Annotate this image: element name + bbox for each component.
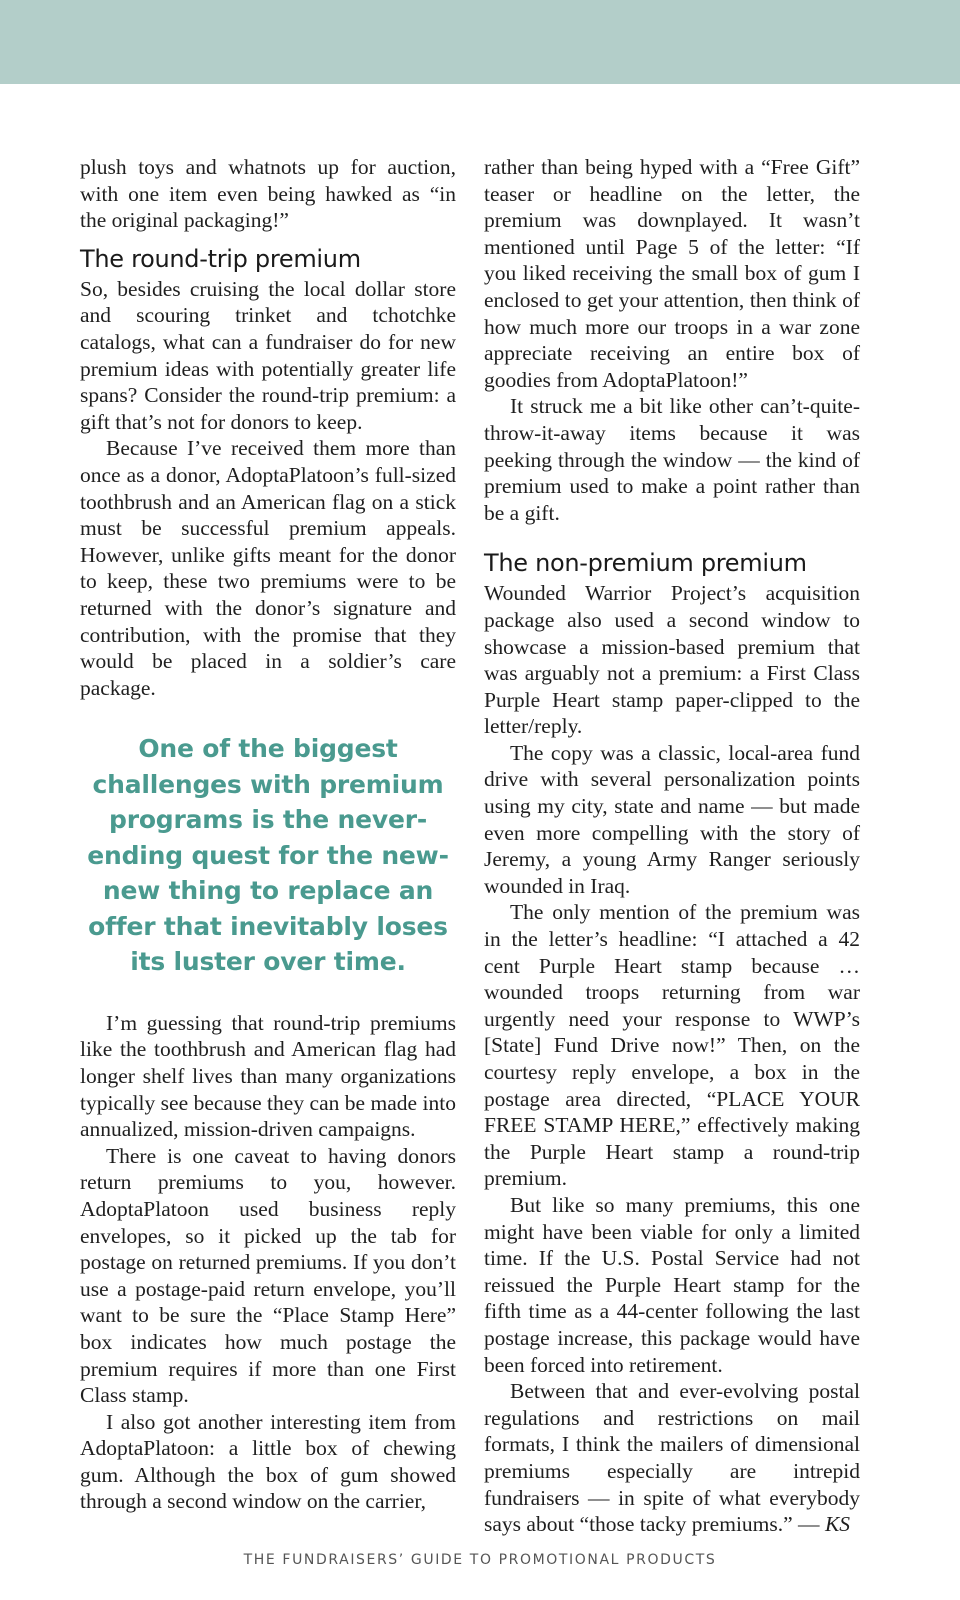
- right-column: [484, 154, 860, 1538]
- author-signature: KS: [824, 1512, 851, 1537]
- right-paragraph-1: It struck me a bit like other can’t-quite-throw-it-away items because it was peeking through the window — the kind of premium used to make a point rather than be a gift.: [484, 394, 860, 525]
- left-paragraph-4: There is one caveat to having donors return premiums to you, however. AdoptaPlatoon used business reply envelopes, so it picked up the tab for postage on returned premiums. If you don’t use a postage-paid return envelope, you’ll want to be sure the “Place Stamp Here” box indicates how much postage the premium requires if more than one First Class stamp.: [80, 1143, 456, 1408]
- right-intro-paragraph: rather than being hyped with a “Free Gift” teaser or headline on the letter, the premium was downplayed. It wasn’t mentioned until Page 5 of the letter: “If you liked receiving the small box of gum I enclosed to get your attention, then think of how much more our troops in a war zone appreciate receiving an entire box of goodies from AdoptaPlatoon!”: [484, 155, 860, 392]
- left-paragraph-5: I also got another interesting item from AdoptaPlatoon: a little box of chewing gum. Although the box of gum showed through a second window on the carrier,: [80, 1409, 456, 1514]
- section-heading-round-trip: The round-trip premium: [80, 244, 361, 273]
- right-paragraph-3: The copy was a classic, local-area fund drive with several personalization points using my city, state and name — but made even more compelling with the story of Jeremy, a young Army Ranger seriously wounded in Iraq.: [484, 740, 860, 898]
- section-heading-non-premium: The non-premium premium: [484, 549, 807, 578]
- header-color-band: [0, 0, 960, 84]
- left-column: [80, 154, 456, 1515]
- left-paragraph-1: So, besides cruising the local dollar store and scouring trinket and tchotchke catalogs, what can a fundraiser do for new premium ideas with potentially greater life spans? Consider the round-trip premium: a gift that’s not for donors to keep.: [80, 276, 456, 434]
- right-paragraph-6: [484, 1378, 860, 1538]
- left-paragraph-2: Because I’ve received them more than once as a donor, AdoptaPlatoon’s full-sized toothbrush and an American flag on a stick must be successful premium appeals. However, unlike gifts meant for the donor to keep, these two premiums were to be returned with the donor’s signature and contribution, with the promise that they would be placed in a soldier’s care package.: [80, 436, 456, 700]
- running-footer: THE FUNDRAISERS’ GUIDE TO PROMOTIONAL PRODUCTS: [243, 1552, 717, 1568]
- right-paragraph-5: But like so many premiums, this one might have been viable for only a limited time. If the U.S. Postal Service had not reissued the Purple Heart stamp for the fifth time as a 44-center following the last postage increase, this package would have been forced into retirement.: [484, 1192, 860, 1377]
- pull-quote: One of the biggest challenges with premium programs is the never-ending quest for the new-new thing to replace an offer that inevitably loses its luster over time.: [87, 734, 449, 977]
- right-paragraph-2: Wounded Warrior Project’s acquisition package also used a second window to showcase a mission-based premium that was arguably not a premium: a First Class Purple Heart stamp paper-clipped to the letter/reply.: [484, 581, 860, 739]
- closing-text: Between that and ever-evolving postal regulations and restrictions on mail formats, I think the mailers of dimensional premiums especially are intrepid fundraisers — in spite of what everybody says about “those tacky premiums.” —: [484, 1379, 860, 1537]
- left-paragraph-3: I’m guessing that round-trip premiums like the toothbrush and American flag had longer shelf lives than many organizations typically see because they can be made into annualized, mission-driven campaigns.: [80, 1010, 456, 1142]
- left-intro-paragraph: plush toys and whatnots up for auction, with one item even being hawked as “in the original packaging!”: [80, 155, 456, 233]
- right-paragraph-4: The only mention of the premium was in the letter’s headline: “I attached a 42 cent Purple Heart stamp because … wounded troops returning from war urgently need your response to WWP’s [State] Fund Drive now!” Then, on the courtesy reply envelope, a box in the postage area directed, “PLACE YOUR FREE STAMP HERE,” effectively making the Purple Heart stamp a round-trip premium.: [484, 900, 860, 1191]
